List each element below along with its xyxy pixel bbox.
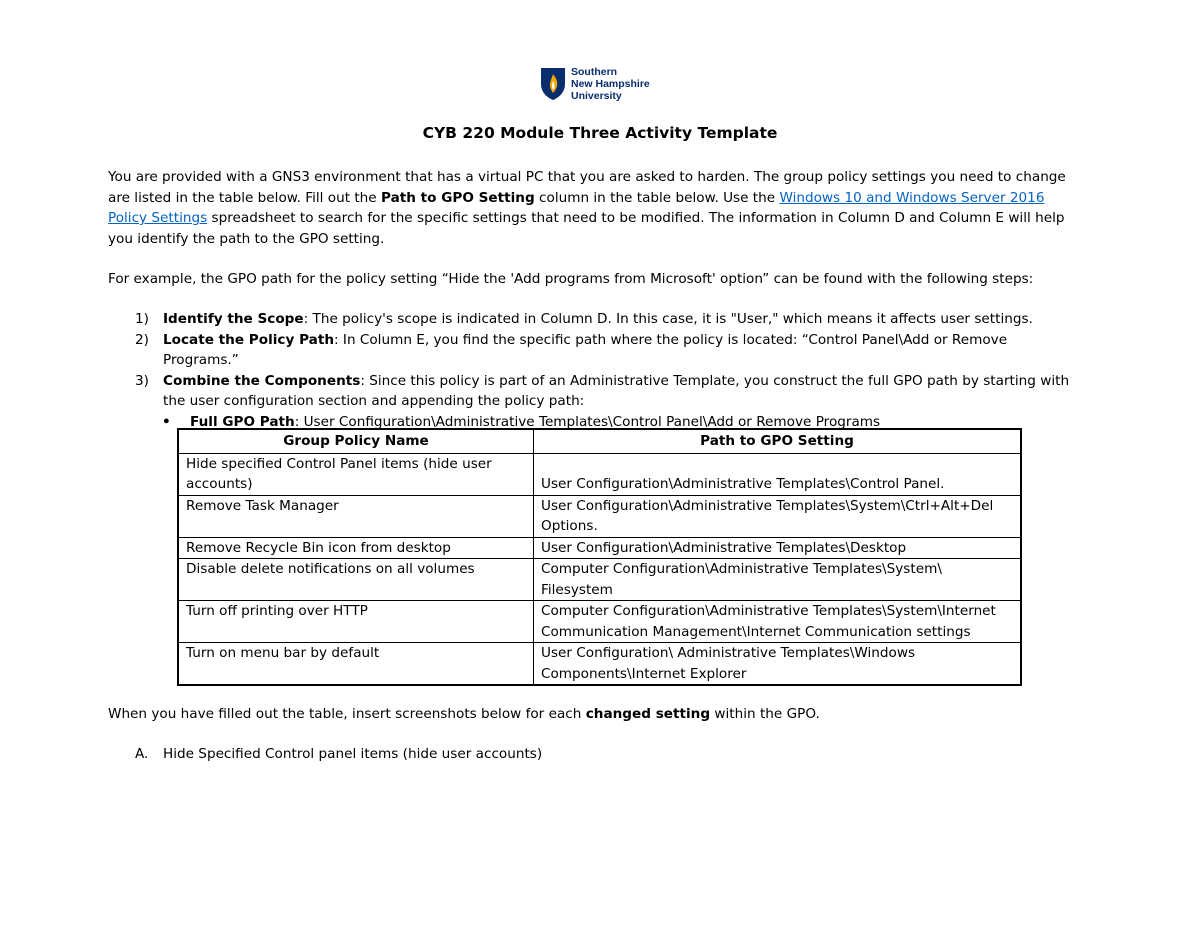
gpo-table — [177, 428, 1022, 686]
header-group-policy-name: Group Policy Name — [178, 429, 534, 453]
bullet-icon: • — [162, 413, 171, 430]
sub-bullet-label: Full GPO Path — [190, 413, 295, 430]
step-label: Combine the Components — [163, 372, 361, 389]
steps-list — [135, 309, 1085, 432]
gpo-path-cell: User Configuration\Administrative Templates\Control Panel. — [534, 453, 1022, 495]
item-letter: A. — [135, 746, 149, 762]
logo-wordmark — [571, 66, 650, 102]
table-row — [178, 601, 1021, 643]
gpo-path-cell: User Configuration\Administrative Templates\System\Ctrl+Alt+Del Options. — [534, 495, 1022, 537]
screenshot-item-a — [135, 744, 542, 765]
table-row — [178, 495, 1021, 537]
intro-paragraph — [108, 167, 1083, 249]
policy-name-cell: Remove Task Manager — [178, 495, 534, 537]
step-text: : In Column E, you find the specific path where the policy is located: “Control Panel\Add or Remove Programs.” — [163, 331, 1008, 368]
gpo-path-cell: User Configuration\Administrative Templates\Desktop — [534, 537, 1022, 559]
document-title: CYB 220 Module Three Activity Template — [422, 124, 778, 142]
item-text: Hide Specified Control panel items (hide user accounts) — [163, 746, 543, 762]
snhu-logo — [540, 64, 650, 104]
intro-bold: Path to GPO Setting — [380, 189, 535, 206]
table-row — [178, 453, 1021, 495]
list-item — [135, 371, 1085, 412]
table-row — [178, 537, 1021, 559]
step-text: : Since this policy is part of an Administrative Template, you construct the full GPO path by starting with the user configuration section and appending the policy path: — [163, 372, 1070, 409]
instructions-text-2: within the GPO. — [710, 706, 820, 722]
step-number: 2) — [135, 331, 149, 348]
instructions-text-1: When you have filled out the table, insert screenshots below for each — [108, 706, 586, 722]
intro-text-1: You are provided with a GNS3 environment that has a virtual PC that you are asked to harden. The group policy settings you need to change are listed in the table below. Fill out the — [108, 169, 1066, 206]
logo-line-1: Southern — [571, 66, 618, 78]
policy-name-cell: Remove Recycle Bin icon from desktop — [178, 537, 534, 559]
list-item — [135, 309, 1085, 330]
step-label: Identify the Scope — [163, 311, 304, 327]
shield-flame-icon — [540, 67, 566, 101]
intro-text-2: column in the table below. Use the — [534, 189, 780, 206]
policy-name-cell: Turn on menu bar by default — [178, 643, 534, 686]
instructions-bold: changed setting — [585, 706, 711, 722]
sub-bullet-text: : User Configuration\Administrative Templates\Control Panel\Add or Remove Programs — [294, 413, 881, 430]
list-item — [135, 330, 1085, 371]
policy-name-cell: Turn off printing over HTTP — [178, 601, 534, 643]
header-path-to-gpo-setting: Path to GPO Setting — [534, 429, 1022, 453]
policy-settings-link[interactable]: Windows 10 and Windows Server 2016 Policy Settings — [108, 189, 1045, 226]
instructions-paragraph — [108, 704, 1083, 725]
gpo-path-cell: Computer Configuration\Administrative Templates\System\ Filesystem — [534, 559, 1022, 601]
gpo-path-cell: User Configuration\ Administrative Templates\Windows Components\Internet Explorer — [534, 643, 1022, 686]
gpo-path-cell: Computer Configuration\Administrative Templates\System\Internet Communication Management\Internet Communication settings — [534, 601, 1022, 643]
step-text: : The policy's scope is indicated in Column D. In this case, it is "User," which means it affects user settings. — [303, 311, 1033, 327]
example-paragraph: For example, the GPO path for the policy setting “Hide the 'Add programs from Microsoft' option” can be found with the following steps: — [108, 271, 1034, 287]
table-row — [178, 559, 1021, 601]
step-number: 1) — [135, 311, 149, 327]
table-header-row — [178, 429, 1021, 453]
intro-text-3: spreadsheet to search for the specific settings that need to be modified. The information in Column D and Column E will help you identify the path to the GPO setting. — [108, 210, 1065, 247]
policy-name-cell: Disable delete notifications on all volumes — [178, 559, 534, 601]
logo-line-3: University — [571, 90, 622, 102]
step-label: Locate the Policy Path — [163, 331, 335, 348]
logo-line-2: New Hampshire — [571, 78, 650, 90]
policy-name-cell: Hide specified Control Panel items (hide user accounts) — [178, 453, 534, 495]
step-number: 3) — [135, 372, 149, 389]
table-row — [178, 643, 1021, 686]
